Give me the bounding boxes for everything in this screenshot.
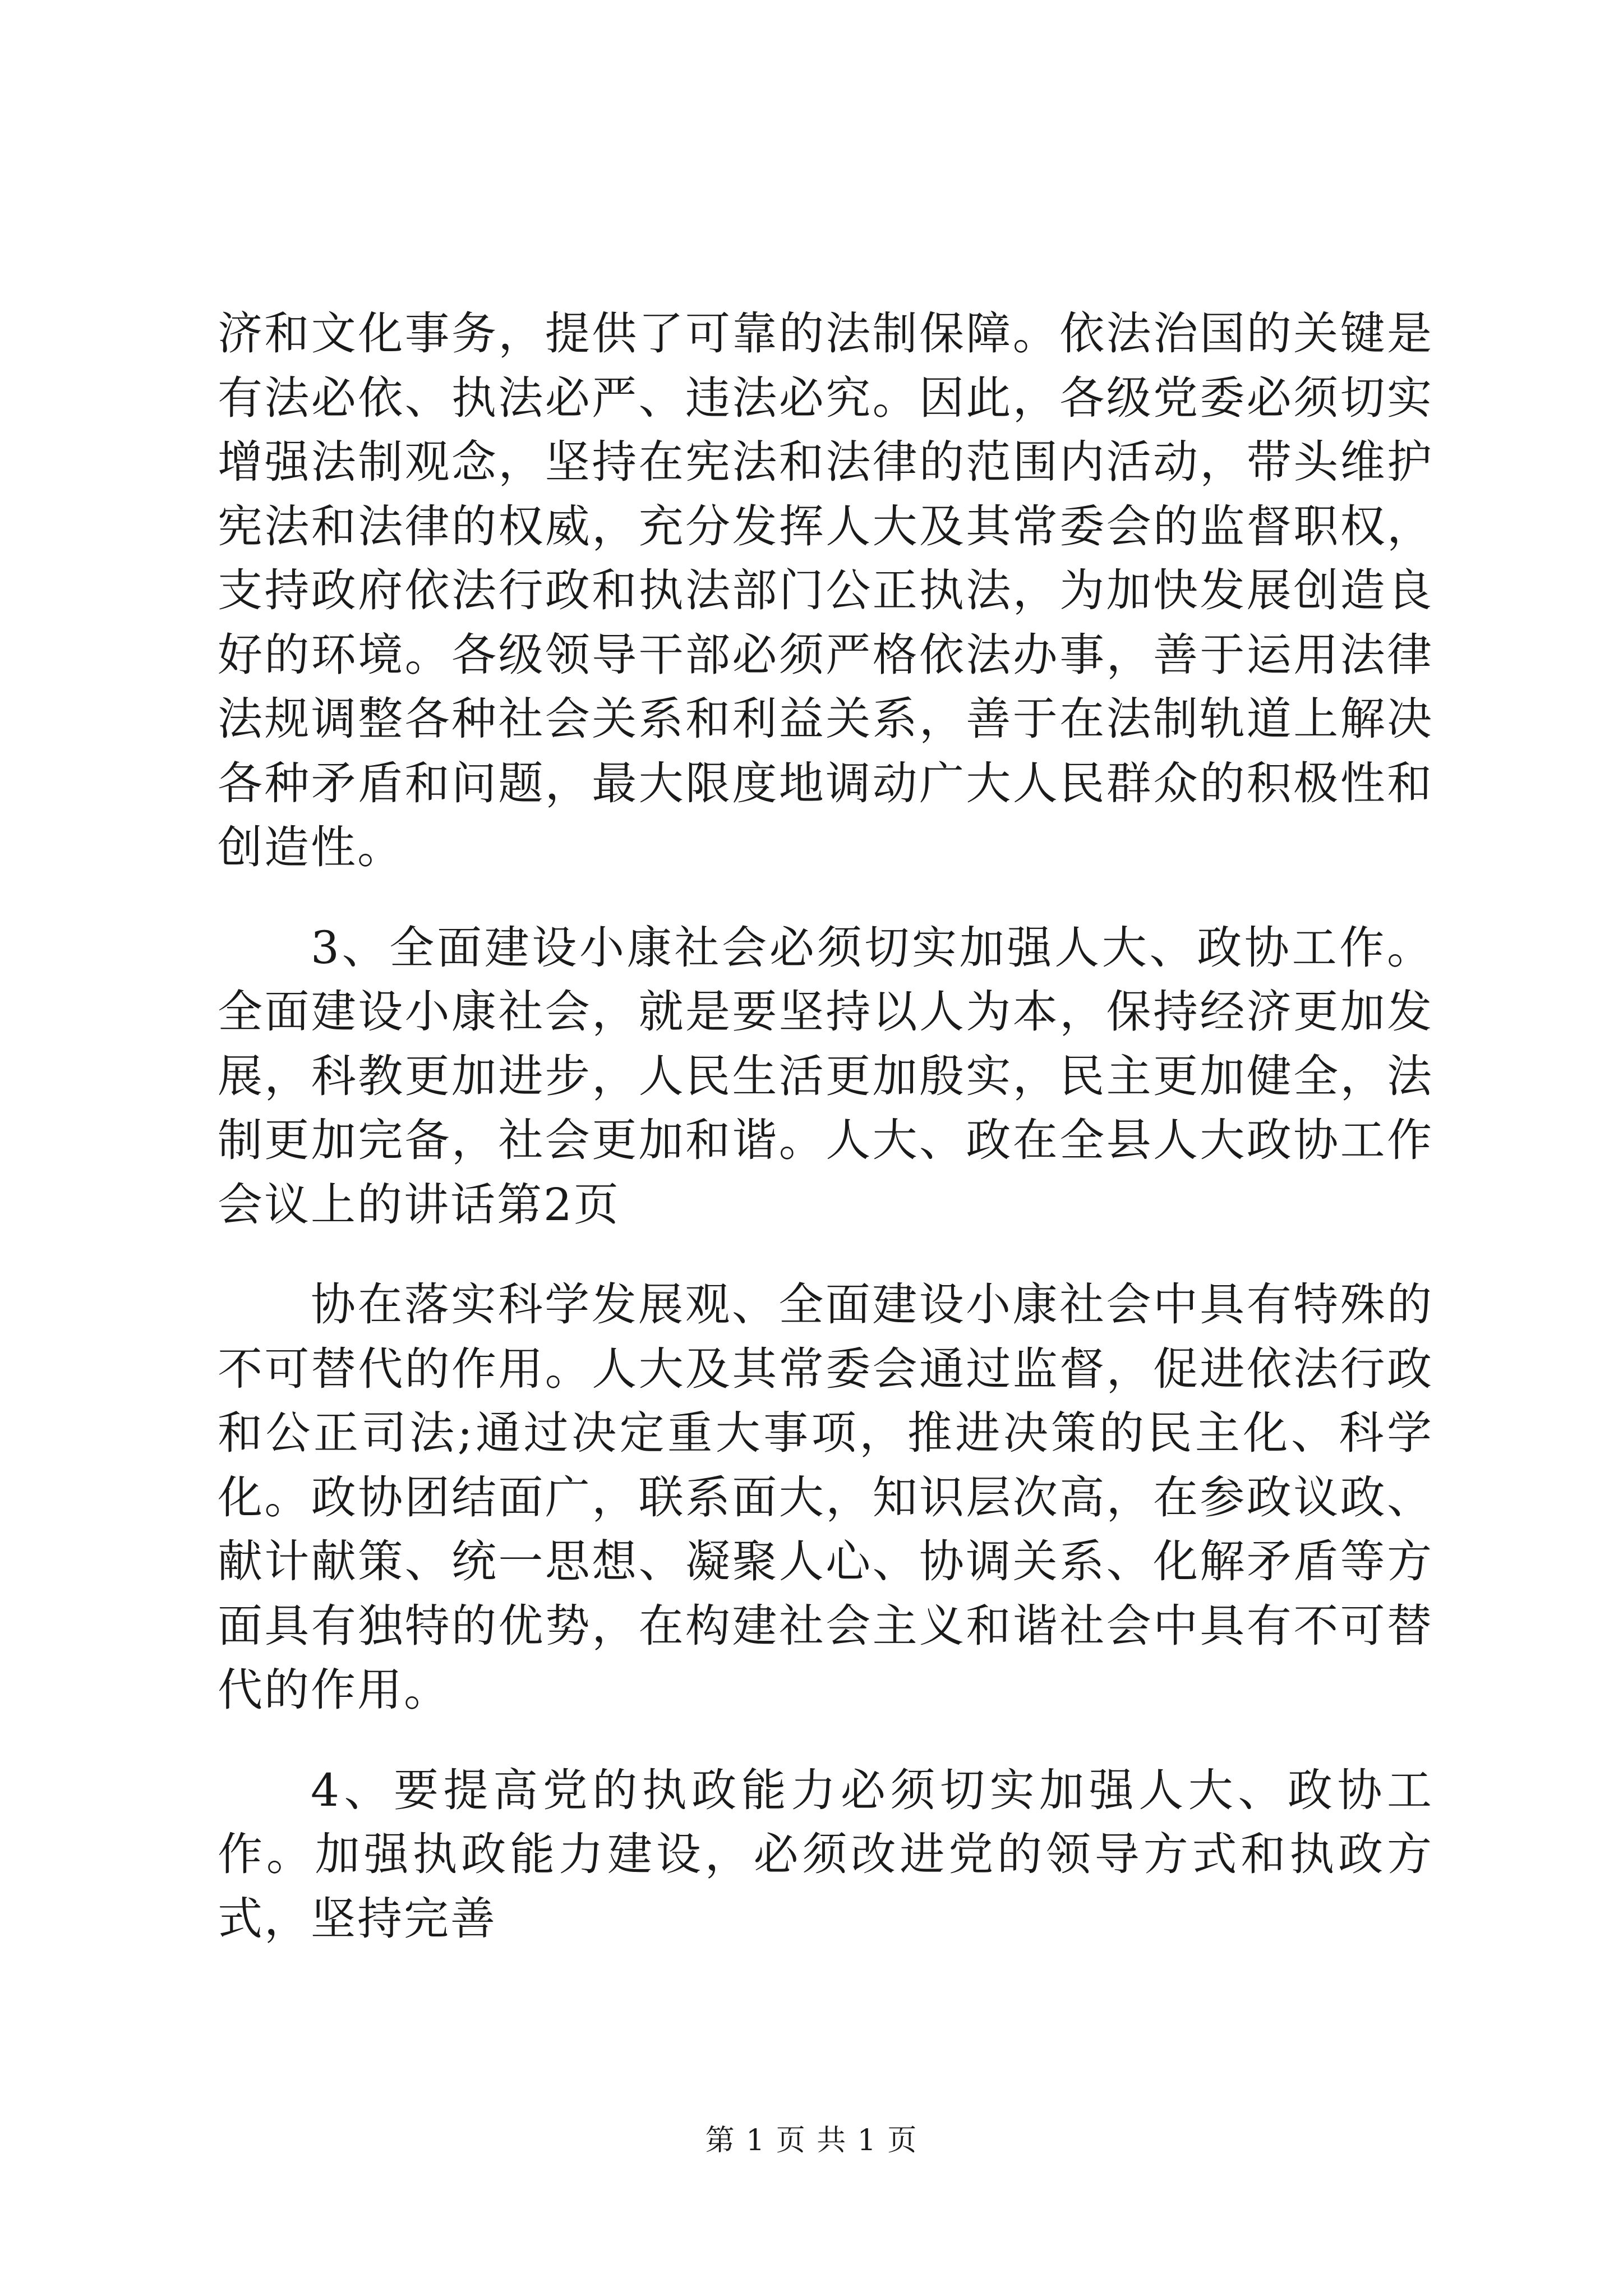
page-footer: 第 1 页 共 1 页 (705, 2124, 918, 2157)
paragraph-1: 济和文化事务，提供了可靠的法制保障。依法治国的关键是有法必依、执法必严、违法必究。因此，各级党委必须切实增强法制观念，坚持在宪法和法律的范围内活动，带头维护宪法和法律的权威，充分发挥人大及其常委会的监督职权，支持政府依法行政和执法部门公正执法，为加快发展创造良好的环境。各级领导干部必须严格依法办事，善于运用法律法规调整各种社会关系和利益关系，善于在法制轨道上解决各种矛盾和问题，最大限度地调动广大人民群众的积极性和创造性。 (218, 307, 1433, 873)
paragraph-2: 3、全面建设小康社会必须切实加强人大、政协工作。全面建设小康社会，就是要坚持以人为本，保持经济更加发展，科教更加进步，人民生活更加殷实，民主更加健全，法制更加完备，社会更加和谐。人大、政在全县人大政协工作会议上的讲话第2页 (218, 921, 1433, 1231)
paragraph-4: 4、要提高党的执政能力必须切实加强人大、政协工作。加强执政能力建设，必须改进党的领导方式和执政方式，坚持完善 (218, 1764, 1433, 1945)
document-body (218, 302, 1433, 1951)
paragraph-3: 协在落实科学发展观、全面建设小康社会中具有特殊的不可替代的作用。人大及其常委会通过监督，促进依法行政和公正司法;通过决定重大事项，推进决策的民主化、科学化。政协团结面广，联系面大，知识层次高，在参政议政、献计献策、统一思想、凝聚人心、协调关系、化解矛盾等方面具有独特的优势，在构建社会主义和谐社会中具有不可替代的作用。 (218, 1278, 1433, 1716)
